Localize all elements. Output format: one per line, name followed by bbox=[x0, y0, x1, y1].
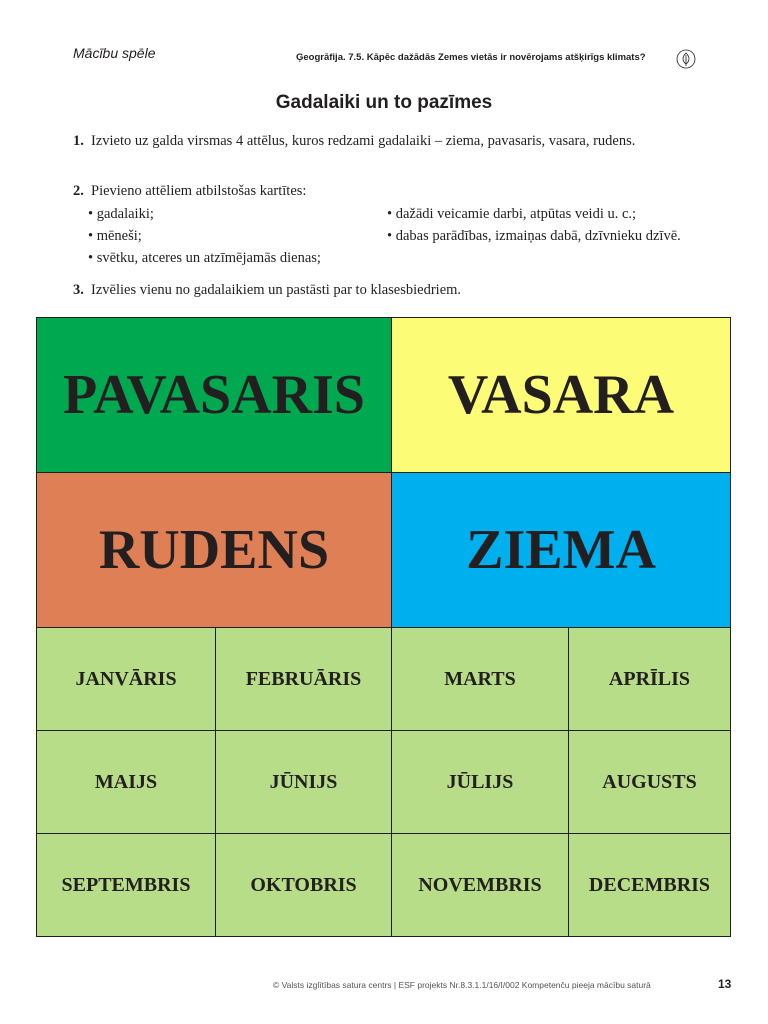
season-card-winter: ZIEMA bbox=[392, 473, 730, 627]
month-card: DECEMBRIS bbox=[569, 834, 730, 936]
instruction-number: 3. bbox=[73, 282, 84, 298]
footer-credits: © Valsts izglītības satura centrs | ESF projekts Nr.8.3.1.1/16/I/002 Kompetenču pieeja mācību saturā bbox=[273, 980, 651, 990]
leaf-icon bbox=[676, 49, 696, 69]
month-card: MARTS bbox=[392, 628, 568, 730]
season-card-autumn: RUDENS bbox=[37, 473, 391, 627]
month-card: OKTOBRIS bbox=[216, 834, 391, 936]
month-card: FEBRUĀRIS bbox=[216, 628, 391, 730]
instruction-number: 1. bbox=[73, 133, 84, 149]
instruction-text: Izvēlies vienu no gadalaikiem un pastāsti par to klasesbiedriem. bbox=[91, 282, 462, 298]
bullet-item: • mēneši; bbox=[88, 228, 142, 244]
month-card: JŪNIJS bbox=[216, 731, 391, 833]
month-card: JANVĀRIS bbox=[37, 628, 215, 730]
month-card: NOVEMBRIS bbox=[392, 834, 568, 936]
instruction-text: Pievieno attēliem atbilstošas kartītes: bbox=[91, 183, 307, 199]
instruction-3 bbox=[73, 280, 695, 301]
bullet-item: • svētku, atceres un atzīmējamās dienas; bbox=[88, 250, 321, 266]
bullet-item: • dažādi veicamie darbi, atpūtas veidi u. c.; bbox=[387, 206, 637, 222]
page-title: Gadalaiki un to pazīmes bbox=[275, 92, 493, 113]
instruction-1 bbox=[73, 131, 695, 152]
bullet-item: • dabas parādības, izmaiņas dabā, dzīvnieku dzīvē. bbox=[387, 228, 681, 244]
season-card-spring: PAVASARIS bbox=[37, 318, 391, 472]
month-card: APRĪLIS bbox=[569, 628, 730, 730]
season-card-summer: VASARA bbox=[392, 318, 730, 472]
instruction-2 bbox=[73, 181, 695, 202]
month-card: SEPTEMBRIS bbox=[37, 834, 215, 936]
season-card-grid bbox=[36, 317, 731, 937]
header-subject-label: Mācību spēle bbox=[73, 45, 156, 61]
instruction-text: Izvieto uz galda virsmas 4 attēlus, kuros redzami gadalaiki – ziema, pavasaris, vasara, rudens. bbox=[91, 133, 636, 149]
month-card: JŪLIJS bbox=[392, 731, 568, 833]
instruction-number: 2. bbox=[73, 183, 84, 199]
bullet-item: • gadalaiki; bbox=[88, 206, 154, 222]
page-number: 13 bbox=[718, 977, 732, 991]
month-card: MAIJS bbox=[37, 731, 215, 833]
month-card: AUGUSTS bbox=[569, 731, 730, 833]
header-topic: Ģeogrāfija. 7.5. Kāpēc dažādās Zemes vietās ir novērojams atšķirīgs klimats? bbox=[296, 52, 646, 63]
